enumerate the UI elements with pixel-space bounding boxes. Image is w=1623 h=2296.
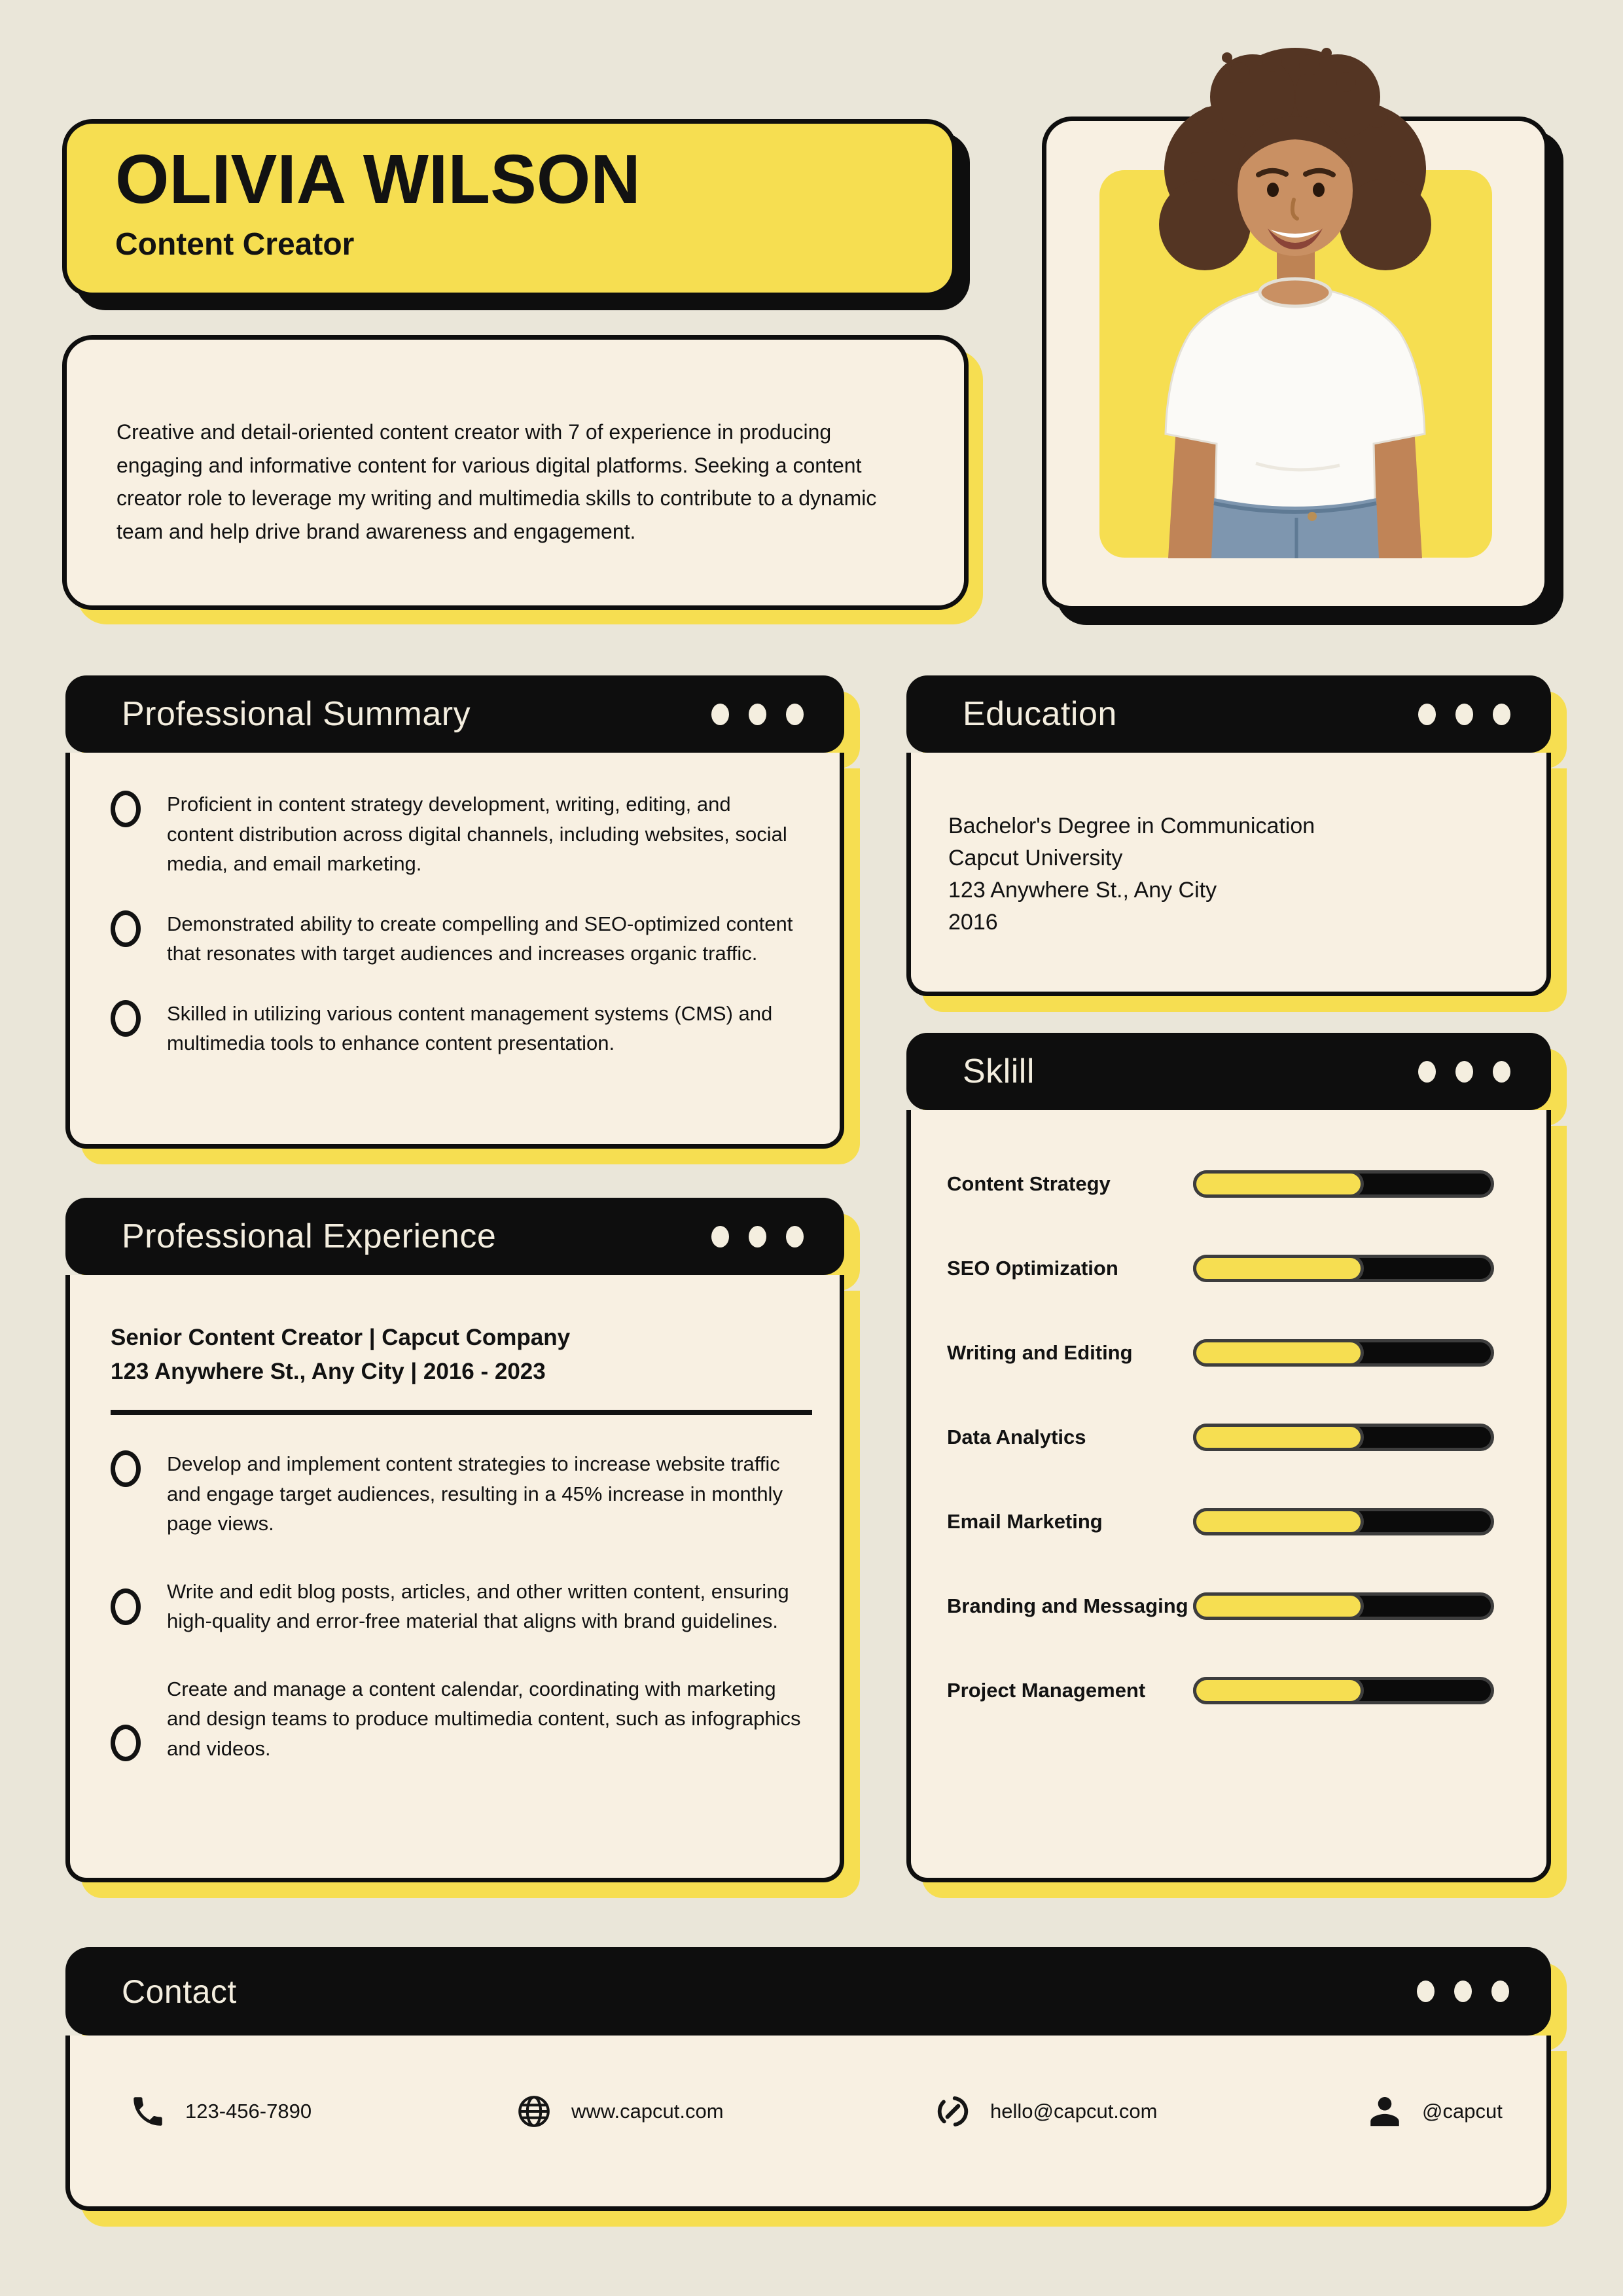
skill-row <box>947 1592 1494 1620</box>
bullet-ring-icon <box>111 910 141 947</box>
education-line: Bachelor's Degree in Communication <box>948 814 1315 838</box>
education-header <box>906 675 1551 753</box>
contact-header <box>65 1947 1551 2036</box>
window-dot-icon <box>749 1226 766 1247</box>
summary-bullet-list <box>111 789 802 1058</box>
skill-label: Data Analytics <box>947 1426 1086 1448</box>
bullet-ring-icon <box>111 1000 141 1037</box>
skill-progress-track <box>1193 1508 1494 1535</box>
skill-row <box>947 1508 1494 1535</box>
education-lines <box>948 810 1510 939</box>
window-dot-icon <box>1454 1981 1472 2002</box>
contact-website <box>515 2092 934 2130</box>
skill-row <box>947 1339 1494 1367</box>
window-dot-icon <box>1418 704 1436 725</box>
contact-handle <box>1366 2092 1520 2130</box>
intro-card <box>62 335 969 610</box>
window-dots <box>1417 1981 1509 2002</box>
person-name: OLIVIA WILSON <box>115 141 641 218</box>
skill-progress-track <box>1193 1677 1494 1704</box>
window-dot-icon <box>749 704 766 725</box>
contact-email <box>934 2092 1366 2130</box>
skill-progress-fill <box>1193 1592 1364 1620</box>
window-dot-icon <box>1455 704 1473 725</box>
bullet-text: Create and manage a content calendar, coordinating with marketing and design teams to produce multimedia content, such as infographics and videos. <box>167 1677 801 1760</box>
bullet-ring-icon <box>111 1588 141 1625</box>
education-body <box>906 753 1551 996</box>
education-line: Capcut University <box>948 845 1123 870</box>
skill-row <box>947 1677 1494 1704</box>
window-dot-icon <box>786 1226 804 1247</box>
bullet-ring-icon <box>111 791 141 827</box>
experience-bullet-list <box>111 1449 802 1764</box>
bullet-text: Develop and implement content strategies to increase website traffic and engage target audiences, resulting in a 45% increase in monthly page views. <box>167 1452 783 1535</box>
window-dot-icon <box>1417 1981 1435 2002</box>
bullet-text: Skilled in utilizing various content management systems (CMS) and multimedia tools to enhance content presentation. <box>167 1001 773 1055</box>
education-card <box>906 675 1551 996</box>
summary-bullet-item <box>111 909 802 969</box>
contact-website-value: www.capcut.com <box>571 2099 724 2123</box>
intro-text: Creative and detail-oriented content creator with 7 of experience in producing engaging and informative content for various digital platforms. Seeking a content creator role to leverage my writing and multimedia skills to contribute to a dynamic team and help drive brand awareness and engagement. <box>116 420 877 543</box>
section-title: Sklill <box>963 1052 1035 1090</box>
skill-label: Content Strategy <box>947 1172 1111 1195</box>
skill-progress-track <box>1193 1339 1494 1367</box>
professional-experience-header <box>65 1198 844 1275</box>
skills-card <box>906 1033 1551 1882</box>
window-dot-icon <box>1418 1061 1436 1083</box>
phone-icon <box>129 2092 167 2130</box>
education-line: 2016 <box>948 909 998 935</box>
window-dot-icon <box>1491 1981 1509 2002</box>
window-dots <box>711 704 804 725</box>
section-title: Professional Experience <box>122 1217 497 1255</box>
skill-label: SEO Optimization <box>947 1257 1118 1280</box>
skill-progress-fill <box>1193 1255 1364 1282</box>
skills-header <box>906 1033 1551 1110</box>
professional-summary-body <box>65 753 844 1149</box>
skill-list <box>947 1170 1494 1704</box>
contact-phone-value: 123-456-7890 <box>185 2099 312 2123</box>
skill-row <box>947 1170 1494 1198</box>
skill-progress-fill <box>1193 1424 1364 1451</box>
skill-progress-fill <box>1193 1508 1364 1535</box>
bullet-ring-icon <box>111 1450 141 1487</box>
skill-row <box>947 1255 1494 1282</box>
skill-label: Project Management <box>947 1679 1146 1702</box>
skill-progress-track <box>1193 1170 1494 1198</box>
professional-experience-body <box>65 1275 844 1882</box>
professional-summary-card <box>65 675 844 1149</box>
window-dot-icon <box>1493 1061 1510 1083</box>
skill-label: Branding and Messaging <box>947 1594 1188 1617</box>
globe-icon <box>515 2092 553 2130</box>
window-dot-icon <box>786 704 804 725</box>
education-line: 123 Anywhere St., Any City <box>948 877 1217 903</box>
professional-summary-header <box>65 675 844 753</box>
experience-location-dates: 123 Anywhere St., Any City | 2016 - 2023 <box>111 1359 546 1384</box>
section-title: Education <box>963 695 1117 733</box>
link-icon <box>934 2092 972 2130</box>
window-dot-icon <box>711 1226 729 1247</box>
skill-progress-fill <box>1193 1170 1364 1198</box>
contact-phone <box>129 2092 515 2130</box>
window-dot-icon <box>1493 704 1510 725</box>
person-role: Content Creator <box>115 226 355 262</box>
experience-bullet-item <box>111 1449 802 1539</box>
skill-progress-track <box>1193 1592 1494 1620</box>
experience-bullet-item <box>111 1674 802 1764</box>
skill-label: Writing and Editing <box>947 1341 1133 1364</box>
experience-bullet-item <box>111 1577 802 1636</box>
summary-bullet-item <box>111 789 802 879</box>
bullet-ring-icon <box>111 1725 141 1761</box>
photo-card <box>1042 117 1549 611</box>
skill-progress-fill <box>1193 1339 1364 1367</box>
window-dot-icon <box>1455 1061 1473 1083</box>
skill-label: Email Marketing <box>947 1510 1103 1533</box>
jeans-button <box>1308 512 1317 521</box>
contact-body <box>65 2036 1551 2211</box>
skill-progress-track <box>1193 1255 1494 1282</box>
summary-bullet-item <box>111 999 802 1058</box>
contact-email-value: hello@capcut.com <box>990 2099 1158 2123</box>
skill-row <box>947 1424 1494 1451</box>
divider <box>111 1410 812 1415</box>
experience-role: Senior Content Creator | Capcut Company <box>111 1325 571 1350</box>
name-card <box>62 119 957 297</box>
bullet-text: Write and edit blog posts, articles, and other written content, ensuring high-quality and error-free material that aligns with brand guidelines. <box>167 1579 789 1633</box>
section-title: Professional Summary <box>122 695 471 733</box>
contact-items <box>70 2092 1546 2150</box>
skill-progress-track <box>1193 1424 1494 1451</box>
neckline <box>1260 279 1330 306</box>
window-dots <box>711 1226 804 1247</box>
contact-handle-value: @capcut <box>1422 2099 1503 2123</box>
bullet-text: Proficient in content strategy development, writing, editing, and content distribution across digital channels, including websites, social media, and email marketing. <box>167 793 787 876</box>
contact-card <box>65 1947 1551 2211</box>
window-dots <box>1418 704 1510 725</box>
professional-experience-card <box>65 1198 844 1882</box>
skills-body <box>906 1110 1551 1882</box>
window-dot-icon <box>711 704 729 725</box>
portrait-photo <box>1092 41 1498 558</box>
bullet-text: Demonstrated ability to create compelling and SEO-optimized content that resonates with target audiences and increases organic traffic. <box>167 912 793 965</box>
user-icon <box>1366 2092 1404 2130</box>
skill-progress-fill <box>1193 1677 1364 1704</box>
window-dots <box>1418 1061 1510 1083</box>
section-title: Contact <box>122 1973 237 2010</box>
